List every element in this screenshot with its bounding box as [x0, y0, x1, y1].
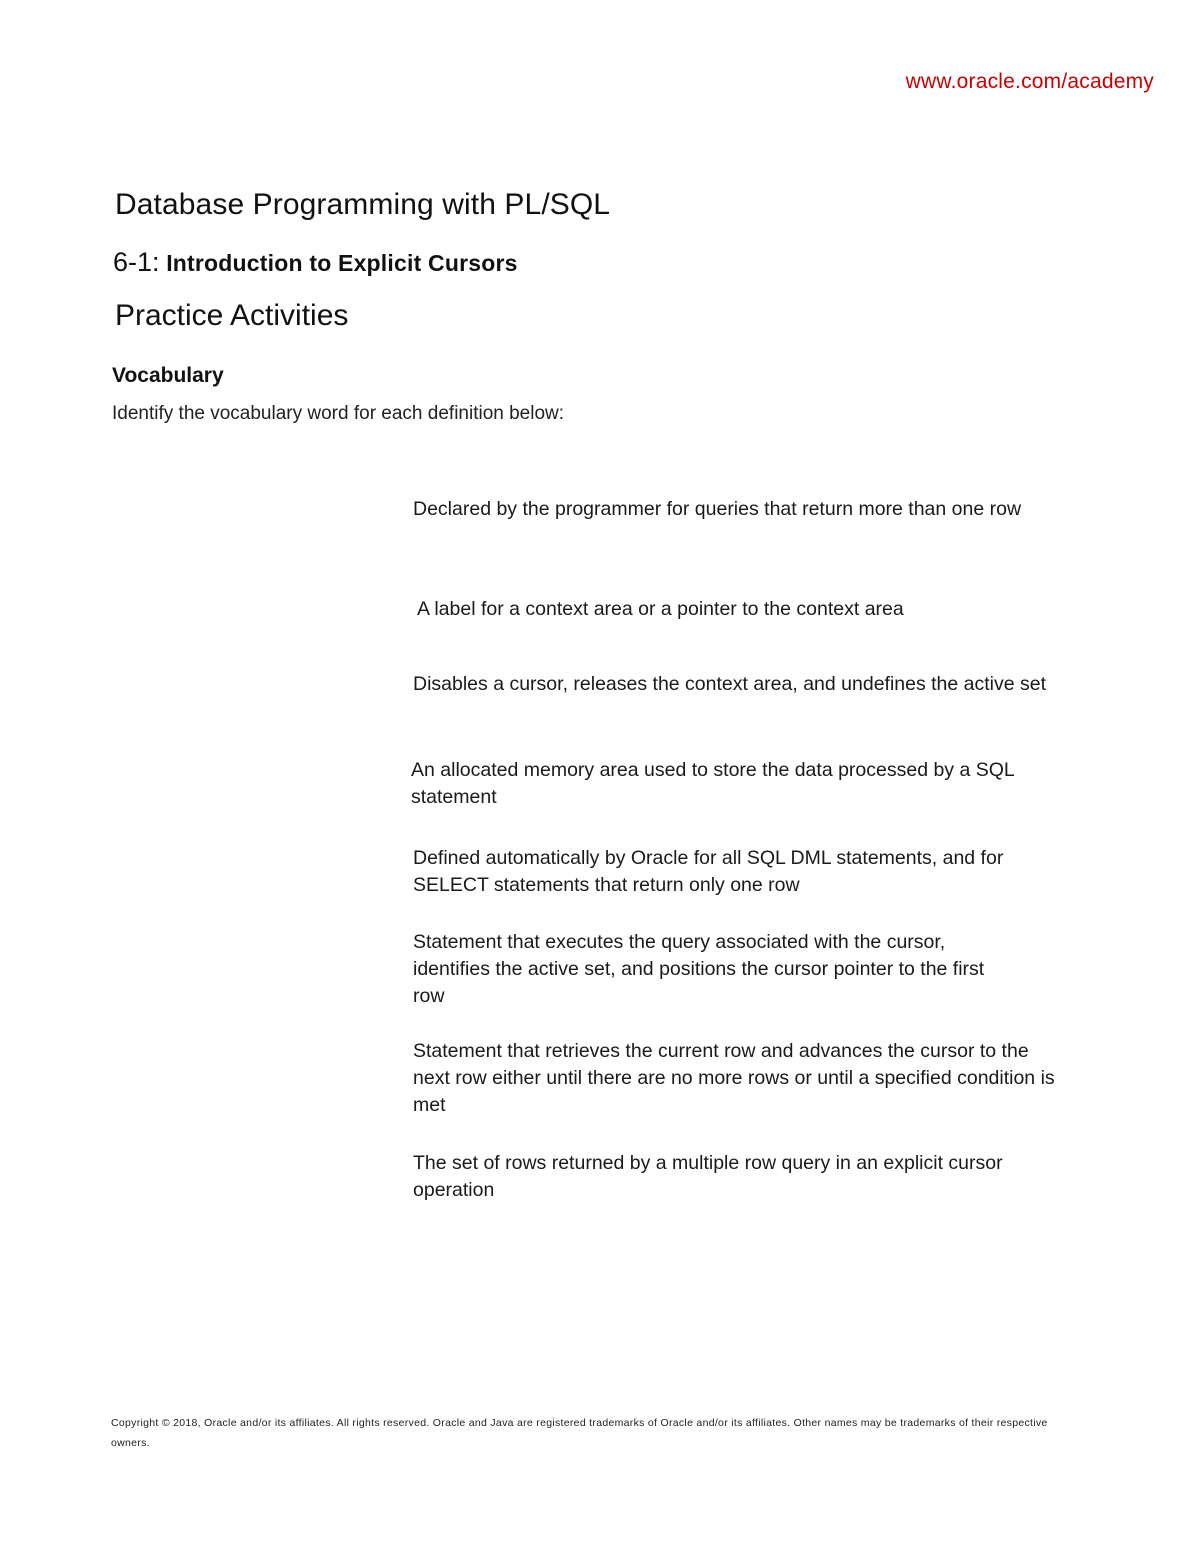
definition-2: A label for a context area or a pointer to the context area: [417, 598, 904, 620]
lesson-number: 6-1:: [113, 247, 160, 277]
oracle-academy-link[interactable]: www.oracle.com/academy: [905, 70, 1154, 93]
lesson-title: [113, 247, 518, 278]
definition-3: Disables a cursor, releases the context area, and undefines the active set: [413, 673, 1047, 695]
vocabulary-heading: Vocabulary: [112, 364, 224, 387]
definition-7: Statement that retrieves the current row and advances the cursor to the next row either until there are no more rows or until a specified condition is met: [413, 1040, 1055, 1116]
course-title: Database Programming with PL/SQL: [115, 188, 611, 221]
definition-5: Defined automatically by Oracle for all SQL DML statements, and for SELECT statements that return only one row: [413, 847, 1004, 896]
section-title: Practice Activities: [115, 299, 349, 332]
definition-6: Statement that executes the query associated with the cursor, identifies the active set, and positions the cursor pointer to the first row: [413, 931, 985, 1007]
definition-1: Declared by the programmer for queries that return more than one row: [413, 498, 1022, 520]
lesson-name: Introduction to Explicit Cursors: [166, 250, 518, 276]
definition-8: The set of rows returned by a multiple row query in an explicit cursor operation: [413, 1152, 1003, 1201]
copyright-notice: Copyright © 2018, Oracle and/or its affiliates. All rights reserved. Oracle and Java are registered trademarks of Oracle and/or its affiliates. Other names may be trademarks of their respective owners.: [111, 1417, 1048, 1449]
instructions-text: Identify the vocabulary word for each definition below:: [112, 403, 565, 424]
definition-4: An allocated memory area used to store the data processed by a SQL statement: [411, 759, 1015, 808]
